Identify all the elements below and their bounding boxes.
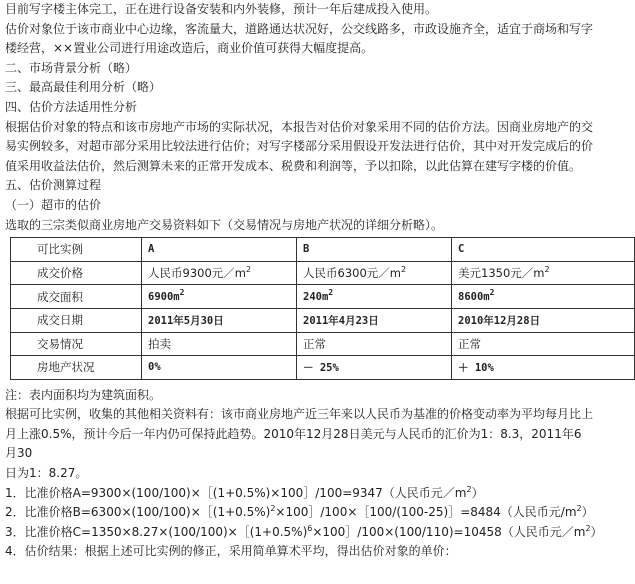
table-cell: $240m^2$	[297, 285, 452, 309]
row-label: 成交日期	[11, 308, 142, 332]
table-row	[11, 261, 635, 285]
heading-supermarket-valuation: （一）超市的估价	[5, 197, 102, 212]
table-cell: 正常	[452, 332, 635, 356]
row-label: 成交面积	[11, 285, 142, 309]
table-cell: 人民币9300元$/m^2$	[142, 261, 297, 285]
heading-method-applicability: 四、估价方法适用性分析	[5, 99, 138, 114]
table-header-cell: B	[297, 238, 452, 262]
note-price-change-line3: 日为1：8.27。	[5, 466, 88, 481]
paragraph-location-line2: 楼经营，××置业公司进行用途改造后，商业价值可获得大幅度提高。	[5, 41, 374, 56]
table-cell: ＋ 10%	[452, 356, 635, 380]
table-row	[11, 332, 635, 356]
table-cell: 2011年5月30日	[142, 308, 297, 332]
row-label: 房地产状况	[11, 356, 142, 380]
table-header-row	[11, 238, 635, 262]
table-cell: $6900m^2$	[142, 285, 297, 309]
table-cell: 人民币6300元$/m^2$	[297, 261, 452, 285]
paragraph-completion-status: 目前写字楼主体完工，正在进行设备安装和内外装修，预计一年后建成投入使用。	[5, 2, 438, 16]
table-cell: 0%	[142, 356, 297, 380]
note-price-change-line1: 根据可比实例，收集的其他相关资料有：该市商业房地产近三年来以人民币为基准的价格变动率为平均每月比上	[5, 407, 594, 422]
formula-result: 4．估价结果：根据上述可比实例的修正，采用简单算术平均，得出估价对象的单价：	[5, 544, 457, 559]
note-area-basis: 注：表内面积均为建筑面积。	[5, 387, 162, 402]
comparables-table	[10, 237, 635, 380]
formula-price-a: 1．比准价格A=9300×(100/100)×［(1+0.5%)×100］/100=9347（人民币元$/m^2$）	[5, 484, 484, 500]
heading-market-analysis: 二、市场背景分析（略）	[5, 60, 138, 75]
paragraph-method-line2: 易实例较多，对超市部分采用比较法进行估价；对写字楼部分采用假设开发法进行估价，其中对开发完成后的价	[5, 139, 594, 154]
table-header-cell: A	[142, 238, 297, 262]
table-header-cell: 可比实例	[11, 238, 142, 262]
paragraph-method-line1: 根据估价对象的特点和该市房地产市场的实际状况，本报告对估价对象采用不同的估价方法。因商业房地产的交	[5, 119, 594, 134]
table-cell: － 25%	[297, 356, 452, 380]
table-cell: 2010年12月28日	[452, 308, 635, 332]
note-price-change-line2: 月上涨0.5%，预计今后一年内仍可保持此趋势。2010年12月28日美元与人民币的汇价为1：8.3，2011年6月30	[5, 426, 582, 461]
table-cell: 正常	[297, 332, 452, 356]
table-cell: 2011年4月23日	[297, 308, 452, 332]
table-row	[11, 285, 635, 309]
table-row	[11, 356, 635, 380]
table-cell: 美元1350元$/m^2$	[452, 261, 635, 285]
formula-price-c: 3．比准价格$C=1350\times 8.27\times(100/100)\times[(1+0.5\%)^6\times 100]/100\times(100/110)=10458$（人民币元$/m^2$）	[5, 523, 603, 539]
row-label: 交易情况	[11, 332, 142, 356]
formula-price-b: 2．比准价格$B=6300\times(100/100)\times[(1+0.5\%)^2\times 100]/100\times[100/(100-25)]=8484$（人民币元$/m^2$）	[5, 504, 594, 520]
heading-highest-best-use: 三、最高最佳利用分析（略）	[5, 80, 162, 95]
row-label: 成交价格	[11, 261, 142, 285]
paragraph-table-intro: 选取的三宗类似商业房地产交易资料如下（交易情况与房地产状况的详细分析略）。	[5, 217, 444, 232]
table-row	[11, 308, 635, 332]
heading-calculation-process: 五、估价测算过程	[5, 178, 102, 193]
table-cell: 拍卖	[142, 332, 297, 356]
paragraph-method-line3: 值采用收益法估价，然后测算未来的正常开发成本、税费和利润等，予以扣除，以此估算在建写字楼的价值。	[5, 158, 582, 173]
paragraph-location-line1: 估价对象位于该市商业中心边缘，客流量大，道路通达状况好，公交线路多，市政设施齐全，适宜于商场和写字	[5, 21, 594, 36]
table-cell: $8600m^2$	[452, 285, 635, 309]
table-header-cell: C	[452, 238, 635, 262]
